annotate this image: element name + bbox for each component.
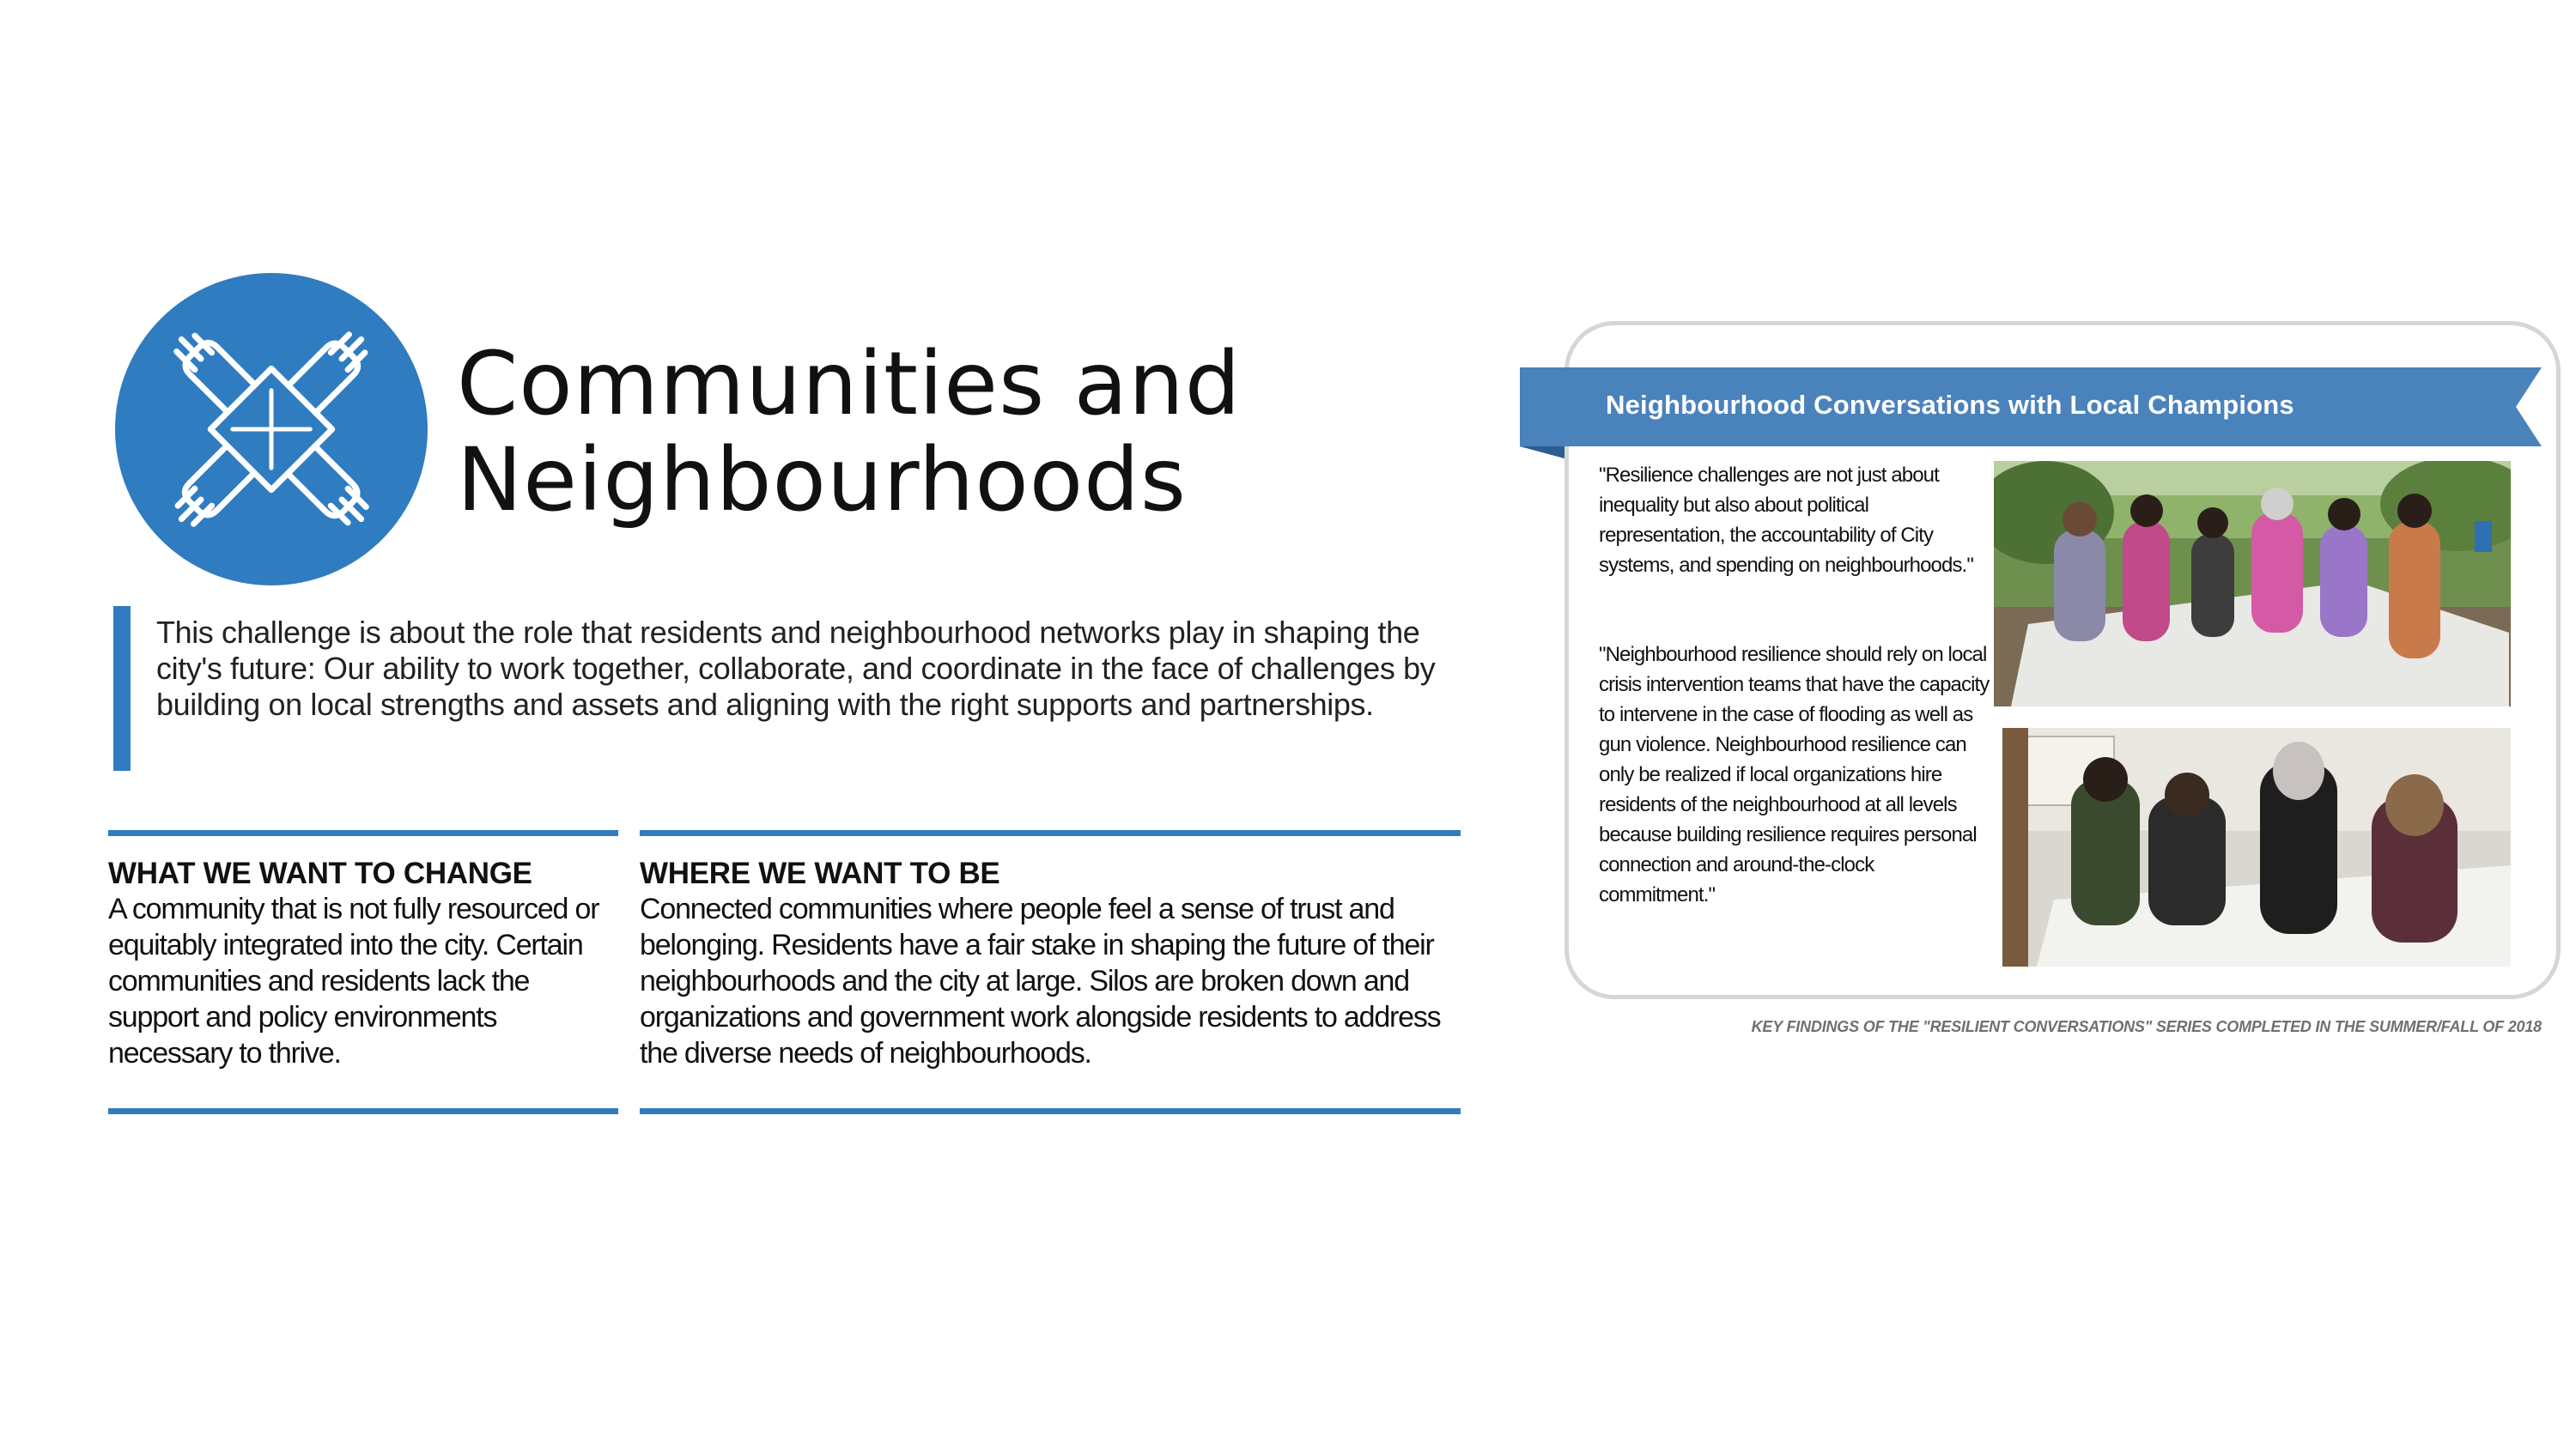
divider-be-bottom [640, 1108, 1461, 1114]
quote-1: "Resilience challenges are not just about inequality but also about political representation, the accountability of City systems, and spending on neighbourhoods." [1599, 464, 1973, 577]
intro-accent-bar [113, 606, 131, 771]
divider-be-top [640, 830, 1461, 836]
change-heading: WHAT WE WANT TO CHANGE [108, 857, 532, 890]
divider-change-top [108, 830, 618, 836]
page-title [457, 333, 1401, 531]
title-line-2: Neighbourhoods [457, 429, 1188, 531]
hands-graphic [115, 273, 428, 585]
intro-paragraph: This challenge is about the role that residents and neighbourhood networks play in shaping the city's future: Our ability to work together, collaborate, and coordinate in the face of challenges by building on local strengths and assets and aligning with the right supports and partnerships. [156, 615, 1436, 722]
four-hands-icon [115, 273, 428, 585]
photo-park-workshop [1994, 461, 2511, 706]
be-body: Connected communities where people feel a sense of trust and belonging. Residents have a fair stake in shaping the future of their neighbourhoods and the city at large. Silos are broken down and organizations and government work alongside residents to address the diverse needs of neighbourhoods. [640, 893, 1441, 1070]
be-section [640, 857, 1481, 1071]
change-section [108, 857, 623, 1071]
quote-2: "Neighbourhood resilience should rely on local crisis intervention teams that have the capacity to intervene in the case of flooding as well as gun violence. Neighbourhood resilience can only be realized if local organizations hire residents of the neighbourhood at all levels because building resilience requires personal connection and around-the-clock commitment." [1599, 643, 1990, 906]
photo-indoor-workshop-graphic [2002, 728, 2511, 967]
photo-park-workshop-graphic [1994, 461, 2511, 706]
title-line-1: Communities and [457, 333, 1242, 435]
be-heading: WHERE WE WANT TO BE [640, 857, 1000, 890]
change-body: A community that is not fully resourced or equitably integrated into the city. Certain communities and residents lack the support and policy environments necessary to thrive. [108, 893, 599, 1070]
divider-change-bottom [108, 1108, 618, 1114]
callout-footnote: KEY FINDINGS OF THE "RESILIENT CONVERSATIONS" SERIES COMPLETED IN THE SUMMER/FALL OF 2018 [1751, 1018, 2542, 1035]
callout-title: Neighbourhood Conversations with Local Champions [1606, 390, 2294, 420]
photo-indoor-workshop [2002, 728, 2511, 967]
